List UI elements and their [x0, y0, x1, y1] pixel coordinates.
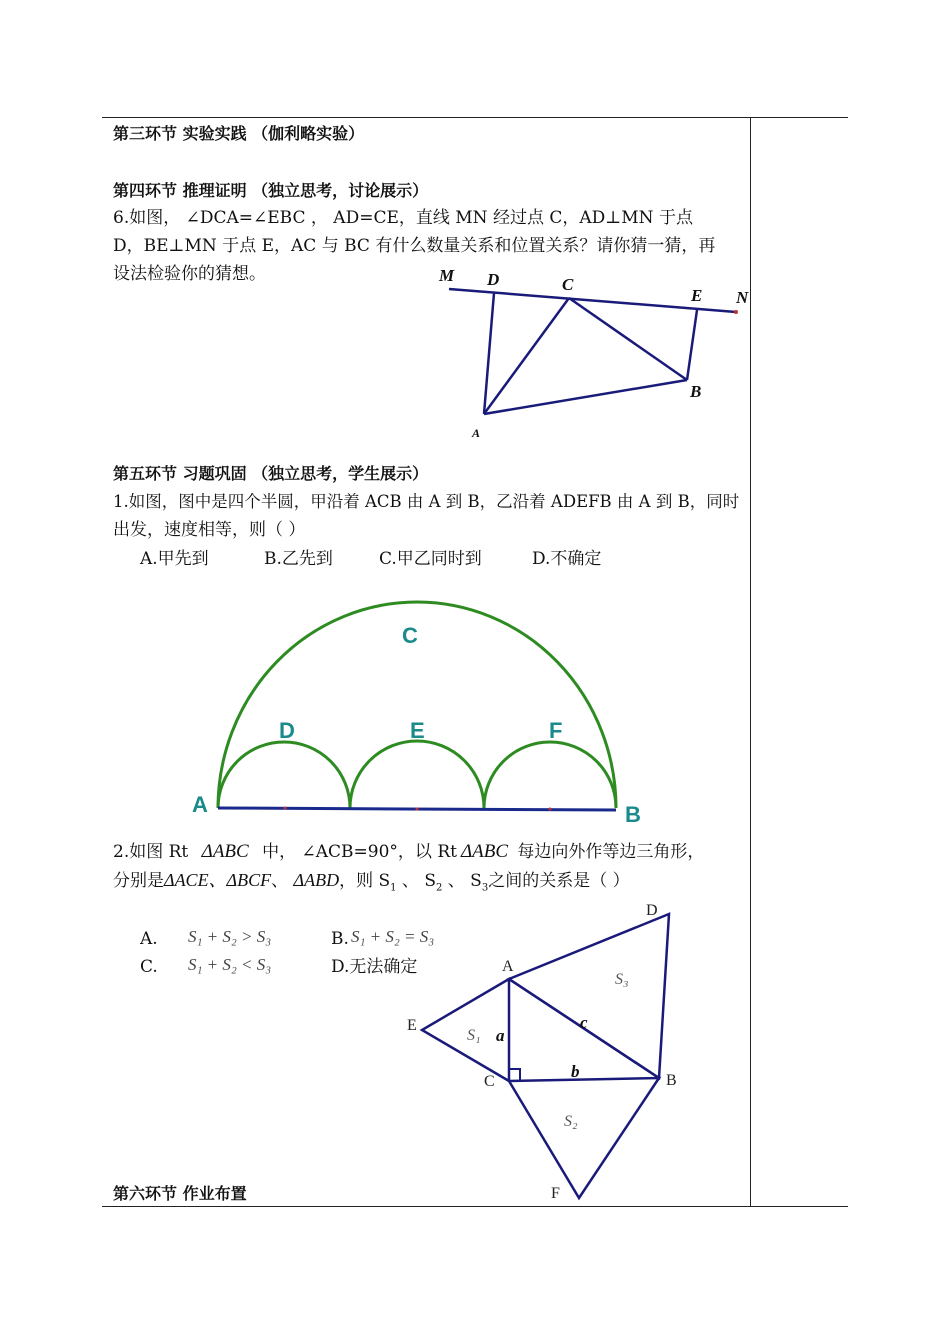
- q2-option-a-letter: A.: [140, 929, 158, 949]
- tri-label-f: F: [551, 1185, 560, 1202]
- q1-line-2: 出发，速度相等，则（ ）: [113, 520, 306, 540]
- semicircle-label-b: B: [625, 802, 641, 827]
- q2-line-1-c: 每边向外作等边三角形，: [512, 842, 705, 862]
- semicircle-label-a: A: [192, 792, 208, 817]
- q2-sub-3: 3: [481, 882, 489, 894]
- q2-option-d: D.无法确定: [331, 957, 418, 977]
- q2-line-1-a: 2.如图 Rt: [113, 842, 194, 862]
- section-6-title: 第六环节 作业布置: [113, 1184, 247, 1203]
- q2-sub-1: 1: [390, 882, 397, 894]
- q2-option-b-expr: S₁ + S₂ = S₃: [351, 927, 435, 946]
- q1-option-d: D.不确定: [532, 549, 602, 569]
- side-label-a: a: [496, 1026, 505, 1045]
- tri-label-a: A: [502, 958, 514, 975]
- q2-option-b-letter: B.: [331, 929, 349, 949]
- q2-tri-3: ΔABD: [293, 870, 340, 890]
- q2-line-2-d: 、 S: [396, 871, 436, 891]
- q1-option-a: A.甲先到: [140, 549, 209, 569]
- q2-tri-1: ΔABC: [201, 841, 249, 862]
- label-d: D: [487, 270, 500, 289]
- side-label-c: c: [580, 1013, 588, 1032]
- q6-line-2: D，BE⊥MN 于点 E，AC 与 BC 有什么数量关系和位置关系？请你猜一猜，再: [113, 236, 716, 256]
- section-5-title: 第五环节 习题巩固 （独立思考，学生展示）: [113, 464, 429, 483]
- area-label-s1: S₁: [467, 1027, 481, 1044]
- side-label-b: b: [571, 1062, 580, 1081]
- q2-option-c-letter: C.: [140, 957, 158, 977]
- tri-label-b: B: [666, 1072, 677, 1089]
- label-a: A: [472, 426, 481, 440]
- semicircle-label-e: E: [410, 718, 425, 743]
- semicircle-label-c: C: [402, 623, 418, 648]
- q2-tris: ΔACE、ΔBCF: [164, 870, 272, 890]
- right-angle-mark: [509, 1069, 520, 1081]
- label-c: C: [562, 275, 574, 294]
- q2-line-1-b: 中， ∠ACB=90°，以 Rt: [256, 842, 457, 862]
- q2-line-2-f: 之间的关系是（ ）: [488, 871, 630, 891]
- tri-label-c: C: [484, 1073, 495, 1090]
- section-3-title: 第三环节 实验实践 （伽利略实验）: [113, 124, 365, 143]
- q1-option-b: B.乙先到: [264, 549, 333, 569]
- section-4-title: 第四环节 推理证明 （独立思考，讨论展示）: [113, 181, 429, 200]
- tri-label-e: E: [407, 1017, 417, 1034]
- q2-line-2-a: 分别是: [113, 871, 164, 891]
- q6-line-3: 设法检验你的猜想。: [113, 264, 266, 284]
- semicircle-label-f: F: [549, 718, 563, 743]
- label-e: E: [691, 286, 703, 305]
- label-n: N: [736, 288, 749, 307]
- q2-sub-2: 2: [436, 882, 443, 894]
- label-b: B: [690, 382, 702, 401]
- q1-line-1: 1.如图，图中是四个半圆，甲沿着 ACB 由 A 到 B，乙沿着 ADEFB 由 A 到 B，同时: [113, 492, 740, 511]
- area-label-s2: S₂: [564, 1113, 578, 1130]
- q2-option-a-expr: S₁ + S₂ > S₃: [188, 927, 272, 946]
- q2-line-2-b: 、: [271, 871, 294, 891]
- q2-line-2-e: 、 S: [442, 871, 482, 891]
- q2-line-2-c: ，则 S: [339, 871, 391, 891]
- semicircle-label-d: D: [279, 718, 295, 743]
- tri-label-d: D: [646, 902, 658, 919]
- q1-option-c: C.甲乙同时到: [379, 549, 482, 569]
- triangle-bcf: [509, 1078, 659, 1198]
- q6-line-1: 6.如图， ∠DCA=∠EBC ， AD=CE，直线 MN 经过点 C，AD⊥MN 于点: [113, 208, 693, 228]
- q2-tri-2: ΔABC: [460, 841, 509, 862]
- label-m: M: [439, 266, 455, 285]
- area-label-s3: S₃: [615, 971, 629, 988]
- q2-option-c-expr: S₁ + S₂ < S₃: [188, 955, 272, 974]
